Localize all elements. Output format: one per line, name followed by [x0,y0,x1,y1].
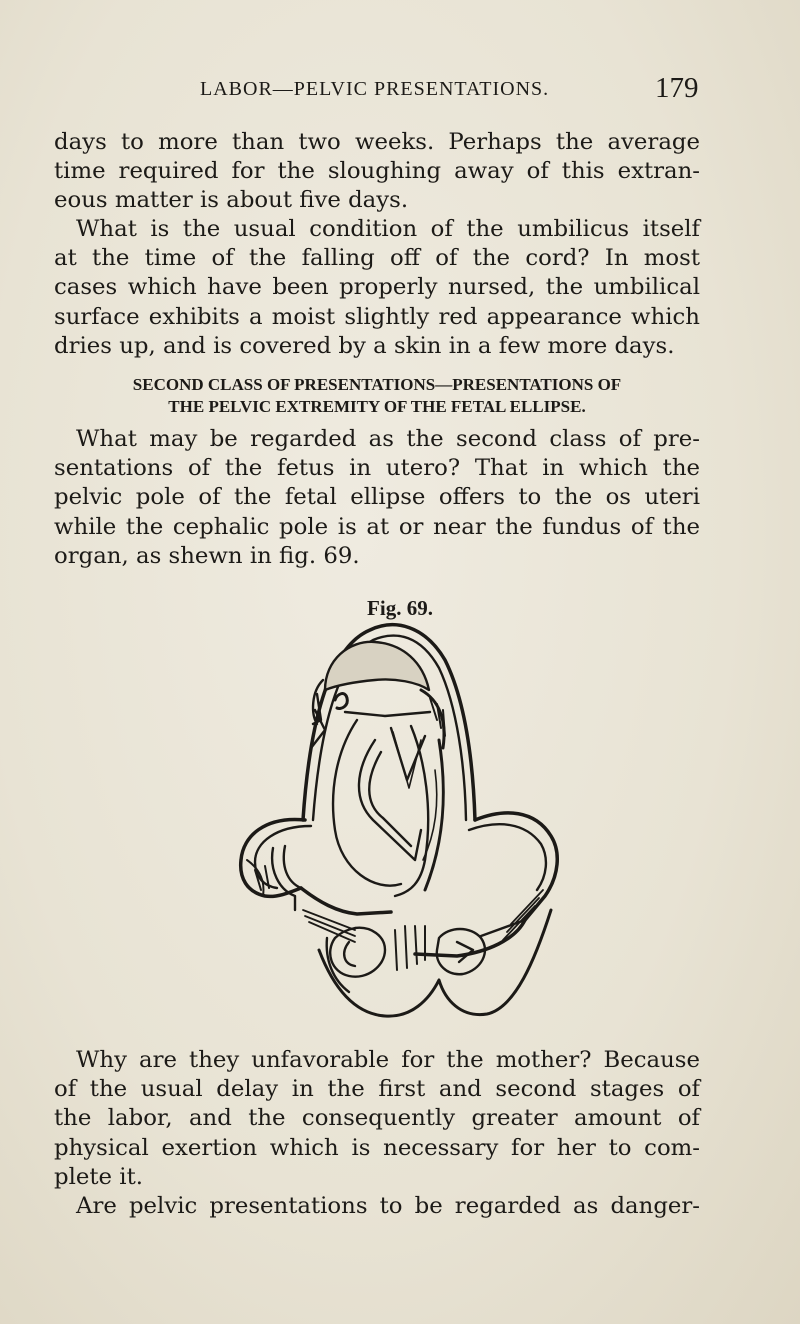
text-line: the labor, and the consequently greater amount of [54,1105,700,1132]
text-line: Are pelvic presentations to be regarded as danger- [76,1193,700,1219]
text-line: surface exhibits a moist slightly red appearance which [54,303,700,330]
text-line: cases which have been properly nursed, the umbilical [54,274,700,301]
paragraph-4 [54,1046,700,1192]
text-line: What may be regarded as the second class of pre- [76,426,700,452]
text-line: at the time of the falling off of the cord? In most [54,245,700,272]
text-line: dries up, and is covered by a skin in a few more days. [54,332,675,359]
paragraph-5 [54,1192,700,1221]
text-line: pelvic pole of the fetal ellipse offers to the os uteri [54,484,700,511]
heading-line: THE PELVIC EXTREMITY OF THE FETAL ELLIPSE. [168,397,586,416]
text-line: plete it. [54,1163,143,1190]
text-line: time required for the sloughing away of this extran- [54,158,700,185]
paragraph-2 [54,215,700,361]
text-line: organ, as shewn in fig. 69. [54,542,360,569]
text-line: while the cephalic pole is at or near the fundus of the [54,513,700,540]
text-line: physical exertion which is necessary for her to com- [54,1134,700,1161]
text-line: Why are they unfavorable for the mother? Because [76,1047,700,1073]
text-line: days to more than two weeks. Perhaps the average [54,129,700,155]
running-head: LABOR—PELVIC PRESENTATIONS. [200,78,550,100]
running-header [200,72,699,104]
heading-line: SECOND CLASS OF PRESENTATIONS—PRESENTATIONS OF [132,375,622,394]
text-line: of the usual delay in the first and second stages of [54,1076,700,1103]
fetus-breech-presentation-illustration [225,620,625,1020]
text-line: What is the usual condition of the umbilicus itself [76,216,700,242]
section-heading [54,374,700,418]
text-line: eous matter is about five days. [54,187,409,214]
figure-caption: Fig. 69. [367,596,433,620]
paragraph-3 [54,425,700,571]
text-line: sentations of the fetus in utero? That in which the [54,455,700,482]
paragraph-1 [54,128,700,216]
page-number: 179 [655,72,699,104]
